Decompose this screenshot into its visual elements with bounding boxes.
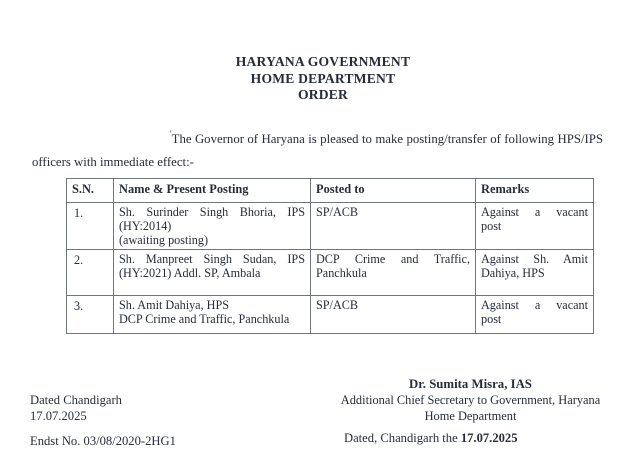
text-line: Sh. Manpreet Singh Sudan, IPS — [119, 252, 305, 267]
text-line: (HY:2021) Addl. SP, Ambala — [119, 266, 261, 281]
dated-place-block — [30, 393, 122, 424]
title-line: HARYANA GOVERNMENT — [235, 54, 411, 69]
cell-serial-number: 1. — [67, 203, 114, 250]
cell-remarks — [476, 250, 594, 296]
column-header: Name & Present Posting — [114, 179, 311, 203]
text-line: Against Sh. Amit — [481, 252, 588, 267]
document-title — [16, 54, 630, 104]
text-line: Sh. Amit Dahiya, HPS — [119, 298, 230, 313]
endst-date-label: Dated, Chandigarh the — [344, 431, 458, 445]
text-line: post — [481, 312, 502, 327]
endst-number: Endst No. 03/08/2020-2HG1 — [30, 434, 176, 448]
text-line: Sh. Surinder Singh Bhoria, IPS — [119, 205, 305, 219]
table-row — [67, 203, 594, 250]
text-line: post — [481, 218, 502, 233]
text-line: Against a vacant — [481, 205, 588, 219]
signatory-name: Dr. Sumita Misra, IAS — [409, 377, 532, 391]
text-line: Panchkula — [316, 266, 367, 281]
text-line: Dahiya, HPS — [481, 266, 545, 281]
cell-serial-number: 2. — [67, 250, 114, 296]
intro-text-1: The Governor of Haryana is pleased to make posting/transfer of following HPS/IPS — [171, 132, 603, 146]
table-header-row — [67, 179, 594, 203]
intro-line-2: officers with immediate effect:- — [32, 154, 194, 169]
endst-date — [344, 431, 518, 446]
text-line: Against a vacant — [481, 298, 588, 313]
cell-name-present-posting — [114, 203, 311, 250]
dated-date: 17.07.2025 — [30, 408, 87, 423]
title-line: HOME DEPARTMENT — [250, 70, 396, 86]
cell-name-present-posting — [114, 250, 311, 296]
signatory-title: Additional Chief Secretary to Government, Haryana — [340, 392, 601, 407]
scan-artifact: ' — [170, 129, 172, 139]
intro-line-1 — [32, 123, 603, 151]
cell-name-present-posting — [114, 296, 311, 334]
text-line: SP/ACB — [316, 298, 359, 313]
column-header: Posted to — [311, 179, 476, 203]
text-line: (HY:2014) — [119, 218, 172, 233]
column-header: S.N. — [67, 179, 114, 203]
table-row — [67, 296, 594, 334]
postings-table — [66, 178, 594, 334]
title-line: ORDER — [297, 87, 349, 103]
text-line: DCP Crime and Traffic, Panchkula — [119, 312, 290, 327]
signature-block — [323, 377, 618, 425]
endst-date-value: 17.07.2025 — [460, 431, 518, 445]
intro-paragraph — [32, 123, 603, 173]
signatory-department: Home Department — [424, 408, 517, 423]
cell-serial-number: 3. — [67, 296, 114, 334]
column-header: Remarks — [476, 179, 594, 203]
cell-posted-to — [311, 250, 476, 296]
cell-remarks — [476, 203, 594, 250]
cell-remarks — [476, 296, 594, 334]
text-line: (awaiting posting) — [119, 232, 209, 247]
text-line: DCP Crime and Traffic, — [316, 252, 470, 267]
text-line: SP/ACB — [316, 205, 359, 219]
table-row — [67, 250, 594, 296]
cell-posted-to — [311, 296, 476, 334]
dated-place: Dated Chandigarh — [30, 393, 122, 407]
cell-posted-to — [311, 203, 476, 250]
